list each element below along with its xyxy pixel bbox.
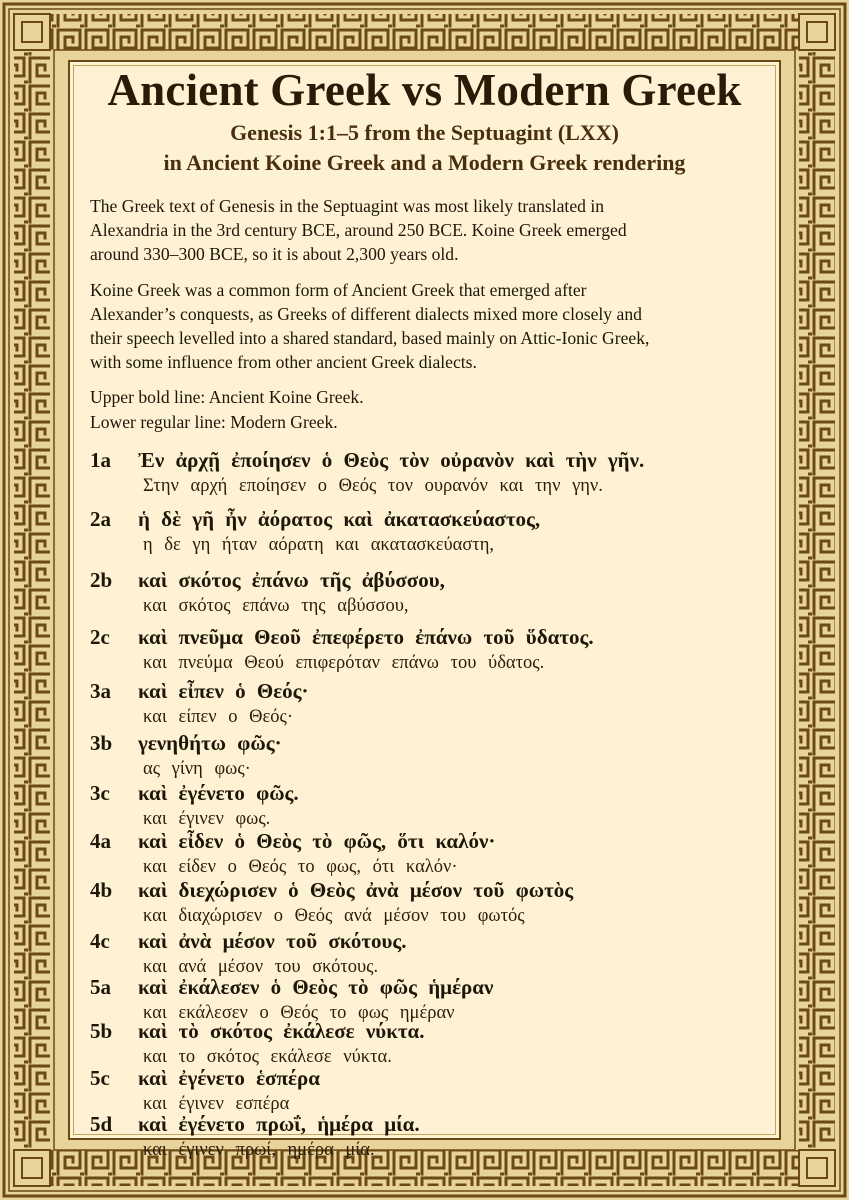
ancient-koine-line: καὶ εἶπεν ὁ Θεός· [138, 679, 309, 703]
modern-greek-line: και σκότος επάνω της αβύσσου, [143, 596, 409, 616]
verse-number: 5a [90, 975, 111, 999]
legend-regular: Lower regular line: Modern Greek. [90, 412, 338, 432]
ancient-koine-line: καὶ εἶδεν ὁ Θεὸς τὸ φῶς, ὅτι καλόν· [138, 829, 496, 853]
verse-number: 2c [90, 625, 110, 649]
ancient-koine-line: καὶ πνεῦμα Θεοῦ ἐπεφέρετο ἐπάνω τοῦ ὕδατος. [138, 625, 594, 649]
page-title: Ancient Greek vs Modern Greek [107, 65, 742, 115]
modern-greek-line: και το σκότος εκάλεσε νύκτα. [143, 1047, 392, 1067]
ancient-koine-line: καὶ σκότος ἐπάνω τῆς ἀβύσσου, [138, 568, 445, 592]
intro-line: Koine Greek was a common form of Ancient Greek that emerged after [90, 280, 587, 300]
modern-greek-line: ας γίνη φως· [143, 759, 251, 779]
verse-number: 2b [90, 568, 113, 592]
ancient-koine-line: καὶ ἐγένετο πρωΐ, ἡμέρα μία. [138, 1112, 420, 1136]
ancient-koine-line: καὶ ἐγένετο ἑσπέρα [138, 1066, 320, 1090]
verse-number: 3b [90, 731, 113, 755]
intro-paragraph-1 [90, 194, 769, 266]
modern-greek-line: και έγινεν φως. [143, 809, 271, 829]
verse-number: 5b [90, 1019, 113, 1043]
verse-number: 4c [90, 929, 110, 953]
intro-line: their speech levelled into a shared standard, based mainly on Attic-Ionic Greek, [90, 328, 650, 348]
intro-line: with some influence from other ancient Greek dialects. [90, 352, 477, 372]
intro-line: Alexander’s conquests, as Greeks of different dialects mixed more closely and [90, 304, 642, 324]
modern-greek-line: και εκάλεσεν ο Θεός το φως ημέραν [143, 1003, 455, 1023]
ancient-koine-line: γενηθήτω φῶς· [138, 731, 282, 755]
verse-number: 5d [90, 1112, 113, 1136]
verse-number: 3c [90, 781, 110, 805]
ancient-koine-line: καὶ ἐκάλεσεν ὁ Θεὸς τὸ φῶς ἡμέραν [138, 975, 494, 999]
ancient-koine-line: καὶ τὸ σκότος ἐκάλεσε νύκτα. [138, 1019, 425, 1043]
subtitle-line-1: Genesis 1:1–5 from the Septuagint (LXX) [230, 120, 619, 145]
ancient-koine-line: Ἐν ἀρχῇ ἐποίησεν ὁ Θεὸς τὸν οὐρανὸν καὶ τὴν γῆν. [138, 448, 645, 472]
verse-number: 4a [90, 829, 111, 853]
verse-number: 3a [90, 679, 111, 703]
modern-greek-line: και είδεν ο Θεός το φως, ότι καλόν· [143, 857, 458, 877]
verse-number: 1a [90, 448, 111, 472]
modern-greek-line: και ανά μέσον του σκότους. [143, 957, 379, 977]
intro-line: Alexandria in the 3rd century BCE, around 250 BCE. Koine Greek emerged [90, 220, 627, 240]
intro-paragraph-2 [90, 278, 769, 374]
modern-greek-line: και έγινεν εσπέρα [143, 1094, 290, 1114]
modern-greek-line: και είπεν ο Θεός· [143, 707, 294, 727]
modern-greek-line: και έγινεν πρωί, ημέρα μία. [143, 1140, 375, 1160]
legend-bold: Upper bold line: Ancient Koine Greek. [90, 387, 364, 407]
verse-number: 5c [90, 1066, 110, 1090]
intro-line: around 330–300 BCE, so it is about 2,300 years old. [90, 244, 459, 264]
ancient-koine-line: καὶ ἀνὰ μέσον τοῦ σκότους. [138, 929, 407, 953]
modern-greek-line: και διαχώρισεν ο Θεός ανά μέσον του φωτός [143, 906, 525, 926]
modern-greek-line: η δε γη ήταν αόρατη και ακατασκεύαστη, [143, 535, 495, 555]
ancient-koine-line: καὶ ἐγένετο φῶς. [138, 781, 299, 805]
ancient-koine-line: ἡ δὲ γῆ ἦν ἀόρατος καὶ ἀκατασκεύαστος, [138, 507, 541, 531]
subtitle-line-2: in Ancient Koine Greek and a Modern Greek rendering [163, 150, 686, 175]
ancient-koine-line: καὶ διεχώρισεν ὁ Θεὸς ἀνὰ μέσον τοῦ φωτὸς [138, 878, 574, 902]
modern-greek-line: Στην αρχή εποίησεν ο Θεός τον ουρανόν και την γην. [143, 476, 603, 496]
intro-line: The Greek text of Genesis in the Septuagint was most likely translated in [90, 196, 605, 216]
verse-number: 2a [90, 507, 111, 531]
verse-number: 4b [90, 878, 113, 902]
modern-greek-line: και πνεύμα Θεού επιφερόταν επάνω του ύδατος. [143, 653, 545, 673]
